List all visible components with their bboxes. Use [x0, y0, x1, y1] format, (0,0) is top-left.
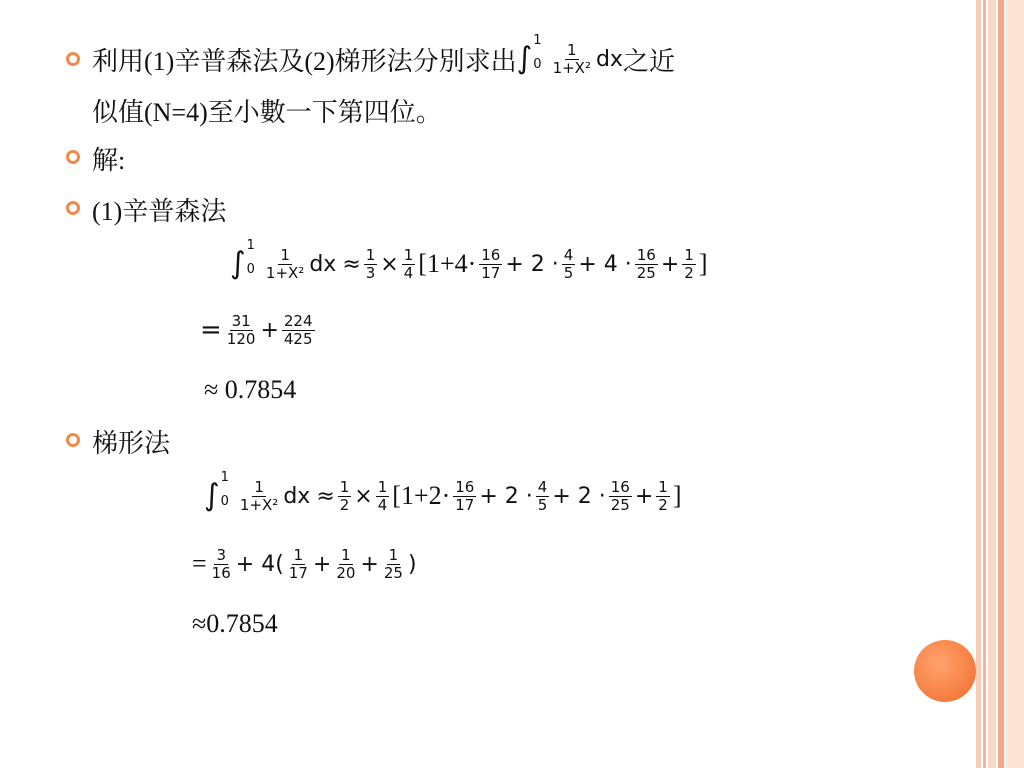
fraction: $\frac{16}{17}$ [481, 245, 501, 282]
fraction: $\frac{1}{2}$ [658, 477, 668, 514]
fraction: $\frac{16}{17}$ [455, 477, 475, 514]
integrand: $\frac{1}{\text{1+X²}}$ [552, 40, 591, 77]
trapezoid-result: ≈0.7854 [192, 609, 278, 638]
bullet-icon [66, 433, 80, 447]
trapezoid-formula: ∫ 1 0 $\frac{1}{\text{1+X²}}$ dx ≈ $\frac{1}{2}$ × $\frac{1}{4}$ [1+2· $\frac{16}{17}$ + 2 · $\frac{4}{5}$ + 2 · $\frac{16}{25}$ + $\frac{1}{2}$ ] [204, 470, 682, 514]
fraction: $\frac{4}{5}$ [537, 477, 548, 514]
integrand: $\frac{1}{\text{1+X²}}$ [265, 245, 305, 282]
simpson-heading: (1)辛普森法 [92, 196, 227, 226]
simpson-formula: ∫ 1 0 $\frac{1}{\text{1+X²}}$ dx ≈ $\frac{1}{3}$ × $\frac{1}{4}$ [1+4· $\frac{16}{17}$ + 2 · $\frac{4}{5}$ + 4 · $\frac{16}{25}$ + $\frac{1}{2}$ ] [230, 238, 708, 282]
trapezoid-step: = $\frac{3}{16}$ + 4( $\frac{1}{17}$ + $\frac{1}{20}$ + $\frac{1}{25}$ ) [192, 545, 417, 582]
simpson-result: ≈ 0.7854 [204, 375, 297, 404]
upper-limit: 1 [533, 33, 542, 48]
bullet-icon [66, 52, 80, 66]
fraction: $\frac{1}{2}$ [339, 477, 350, 514]
stripe [988, 0, 996, 768]
stripe [1006, 0, 1024, 768]
fraction: $\frac{1}{4}$ [377, 477, 388, 514]
integral-sign-icon: ∫ [230, 246, 246, 281]
trapezoid-heading: 梯形法 [92, 428, 171, 458]
fraction: $\frac{31}{120}$ [226, 311, 256, 348]
simpson-step: = $\frac{31}{120}$ + $\frac{224}{425}$ [200, 311, 313, 348]
integral-sign-icon: ∫ [516, 41, 533, 76]
fraction: $\frac{1}{3}$ [365, 245, 376, 282]
fraction: $\frac{1}{20}$ [336, 545, 356, 582]
fraction: $\frac{1}{17}$ [288, 545, 308, 582]
problem-text-after: 之近 [622, 46, 675, 76]
problem-text: 利用(1)辛普森法及(2)梯形法分別求出 [92, 46, 517, 76]
stripe [983, 0, 986, 768]
fraction: $\frac{224}{425}$ [283, 311, 313, 348]
integral: ∫ 1 0 [204, 470, 229, 513]
decorative-orb [914, 640, 976, 702]
decorative-stripes [976, 0, 1024, 768]
problem-line1 [92, 34, 675, 84]
dx: dx [595, 46, 623, 72]
fraction: $\frac{1}{2}$ [684, 245, 694, 282]
solution-label: 解: [92, 145, 126, 175]
fraction: $\frac{16}{25}$ [610, 477, 630, 514]
stripe [976, 0, 981, 768]
integral: ∫ 1 0 [230, 238, 255, 281]
lower-limit: 0 [533, 57, 542, 72]
bullet-icon [66, 201, 80, 215]
integral-sign-icon: ∫ [204, 478, 220, 513]
fraction: $\frac{16}{25}$ [636, 245, 656, 282]
problem-line2: 似值(N=4)至小數一下第四位。 [92, 97, 442, 127]
integrand: $\frac{1}{\text{1+X²}}$ [239, 477, 279, 514]
fraction: $\frac{3}{16}$ [211, 545, 231, 582]
integral [516, 33, 542, 76]
fraction: $\frac{1}{4}$ [403, 245, 414, 282]
fraction: $\frac{1}{25}$ [383, 545, 403, 582]
fraction: $\frac{4}{5}$ [563, 245, 574, 282]
bullet-icon [66, 150, 80, 164]
stripe [998, 0, 1004, 768]
